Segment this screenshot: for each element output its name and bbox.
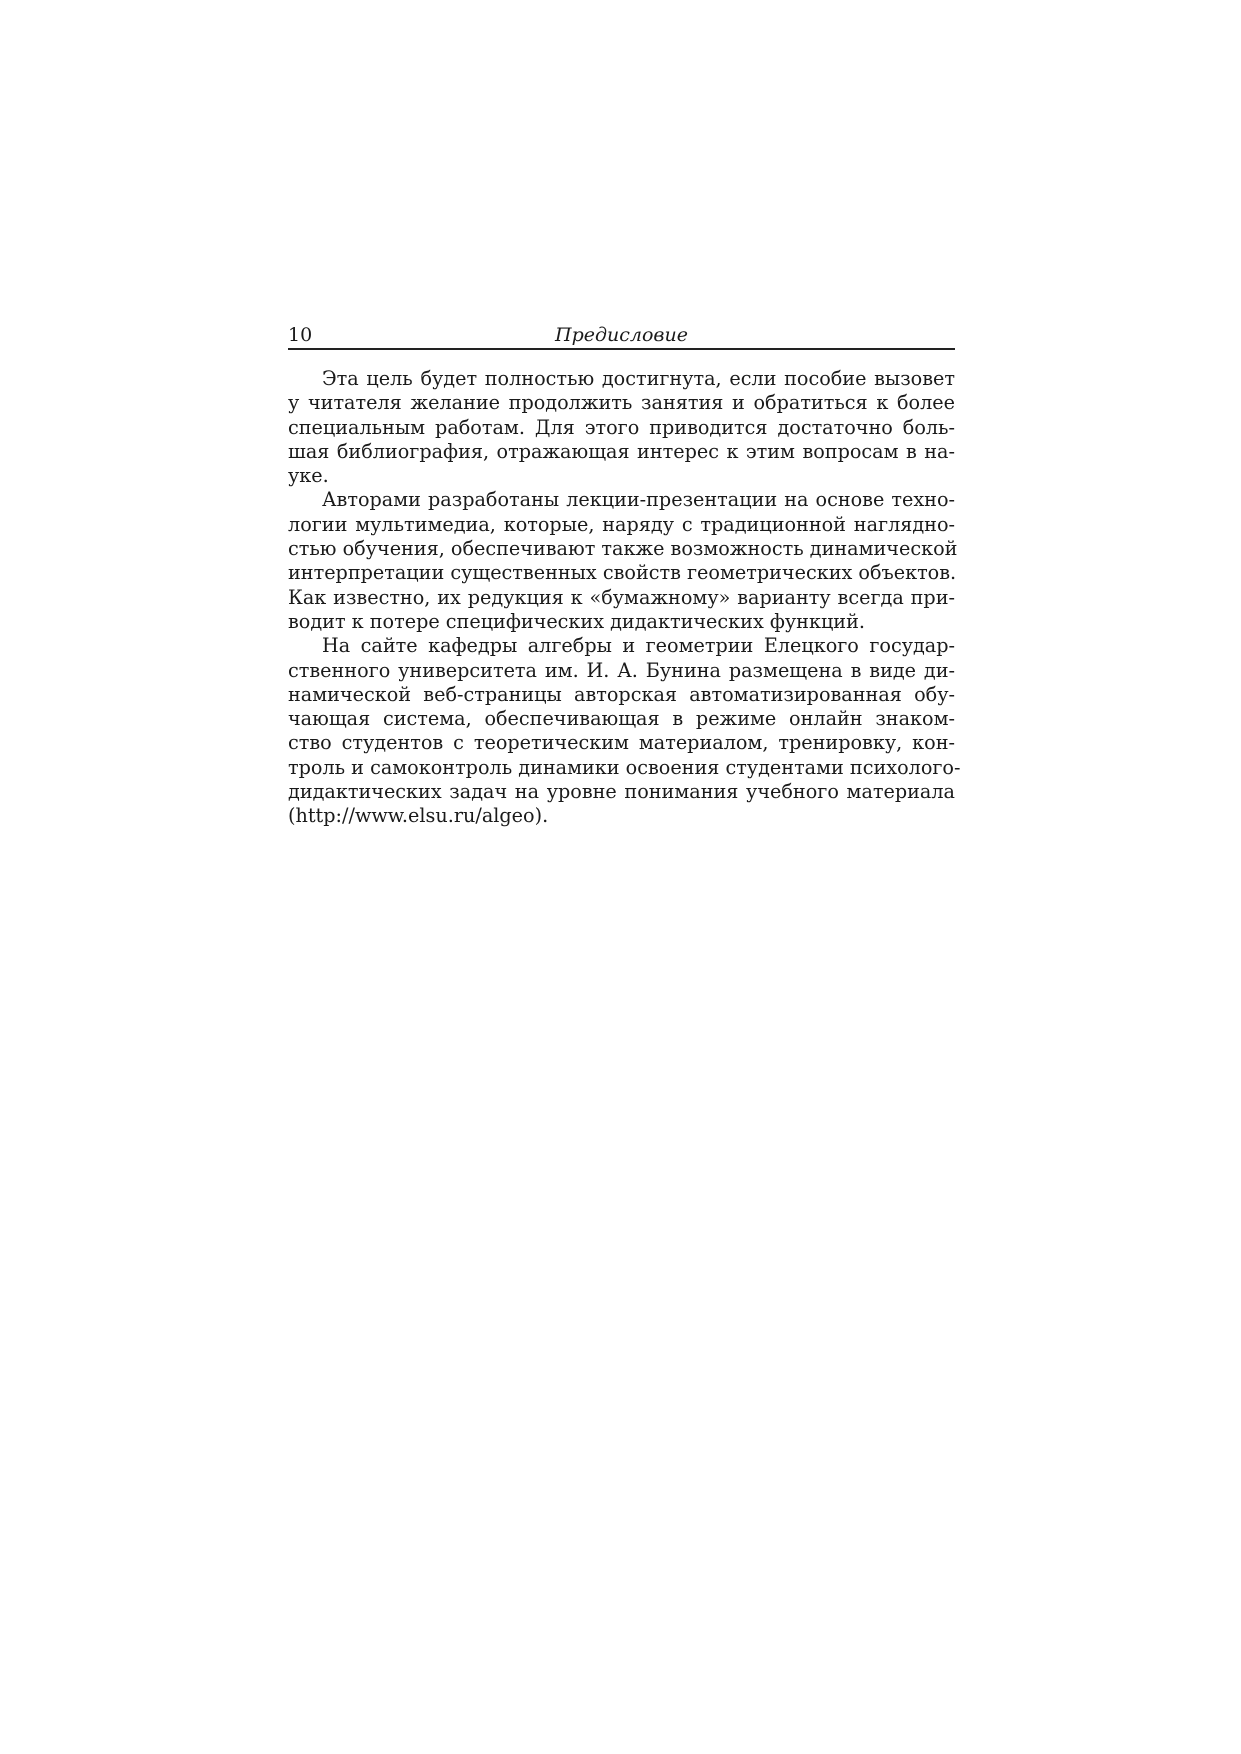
text-line: На сайте кафедры алгебры и геометрии Елецкого государ- (322, 634, 955, 658)
text-line: дидактических задач на уровне понимания учебного материала (288, 780, 955, 804)
text-line: стью обучения, обеспечивают также возможность динамической (288, 537, 958, 561)
text-line: логии мультимедиа, которые, наряду с традиционной наглядно- (288, 512, 955, 536)
text-line: ственного университета им. И. А. Бунина размещена в виде ди- (288, 658, 955, 682)
text-line: ство студентов с теоретическим материалом, тренировку, кон- (288, 731, 955, 755)
body-text (288, 367, 961, 829)
text-line: водит к потере специфических дидактических функций. (288, 609, 865, 633)
text-line: намической веб-страницы авторская автоматизированная обу- (288, 682, 955, 706)
text-line: троль и самоконтроль динамики освоения студентами психолого- (288, 755, 961, 779)
text-line: уке. (288, 464, 329, 488)
text-line: Авторами разработаны лекции-презентации на основе техно- (322, 488, 955, 512)
text-line: шая библиография, отражающая интерес к этим вопросам в на- (288, 439, 955, 463)
page-number: 10 (288, 324, 313, 346)
running-head (288, 318, 955, 350)
text-line: у читателя желание продолжить занятия и обратиться к более (288, 391, 955, 415)
paragraph-1 (288, 367, 955, 488)
page-content (288, 318, 961, 829)
text-line: Эта цель будет полностью достигнута, если пособие вызовет (322, 367, 955, 390)
section-title: Предисловие (555, 324, 688, 346)
text-line: специальным работам. Для этого приводится достаточно боль- (288, 415, 955, 439)
text-line: Как известно, их редукция к «бумажному» варианту всегда при- (288, 585, 955, 609)
paragraph-3 (288, 634, 961, 828)
text-line: чающая система, обеспечивающая в режиме онлайн знаком- (288, 707, 955, 731)
paragraph-2 (288, 488, 958, 634)
url-line: (http://www.elsu.ru/algeo). (288, 804, 549, 828)
text-line: интерпретации существенных свойств геометрических объектов. (288, 561, 957, 585)
